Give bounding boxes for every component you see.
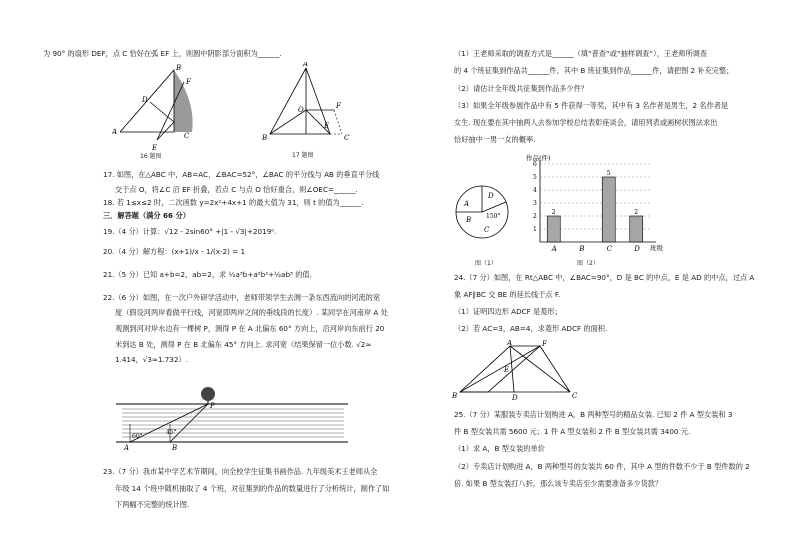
- bar-value-label: 2: [551, 209, 556, 216]
- label-p: P: [210, 402, 215, 410]
- bar-category-label: A: [551, 245, 557, 253]
- q17-line-2: 交于点 O，将∠C 沿 EF 折叠，若点 C 与点 O 恰好重合，则∠OEC=______.: [115, 185, 358, 194]
- side-ac: [510, 346, 570, 392]
- bar-A: [547, 216, 560, 242]
- label-d-24: D: [512, 394, 518, 400]
- q18-line: 18. 若 1≤x≤2 时，二次函数 y=2x²+4x+1 的最大值为 31，则 t 的值为______.: [103, 198, 364, 207]
- q19-line: 19.（4 分）计算：√12 - 2sin60° +|1 - √3|+2019⁰.: [103, 227, 277, 236]
- label-a-17: A: [303, 62, 309, 68]
- label-b-river: B: [172, 444, 178, 452]
- q21-line: 21.（5 分）已知 a+b=2，ab=2，求 ½a³b+a²b²+½ab³ 的值.: [103, 270, 312, 279]
- angle-45: 45°: [166, 429, 177, 436]
- q25-line-2: 件 B 型女装共需 5600 元；1 件 A 型女装和 2 件 B 型女装共需 3400 元.: [454, 427, 691, 436]
- q25-part2-line1: （2）专卖店计划购进 A，B 两种型号的女装共 60 件，其中 A 型的件数不少于 B 型件数的 2: [454, 462, 750, 471]
- bar-caption: 图（2）: [577, 260, 599, 267]
- pie-label-a: A: [464, 200, 470, 208]
- figure-17: [262, 62, 362, 152]
- angle-60: 60°: [132, 433, 143, 440]
- q23-part2: （2）请估计全年级共征集到作品多少件？: [454, 84, 588, 93]
- label-e-17: E: [324, 122, 330, 130]
- label-a-24: A: [507, 340, 513, 347]
- river-figure: [112, 382, 352, 452]
- section-heading: 三．解答题（满分 66 分）: [103, 211, 190, 220]
- q23-line-3: 下两幅不完整的统计图.: [115, 500, 190, 509]
- label-b-24: B: [452, 392, 458, 400]
- label-c-24: C: [572, 392, 578, 400]
- q23-part1-line2: 的 4 个班征集到作品共______件，其中 B 班征集到作品______件，请把图 2 补充完整；: [454, 66, 734, 75]
- q25-part1: （1）求 A，B 型女装的单价: [454, 444, 545, 453]
- q23-part3-line3: 恰好抽中一男一女的概率.: [454, 135, 536, 144]
- label-c-17: C: [344, 134, 350, 142]
- bar-y-tick-label: 3: [533, 200, 537, 207]
- bar-y-tick-label: 6: [533, 161, 537, 168]
- label-f-17: F: [336, 102, 341, 110]
- sightline-bp: [170, 404, 208, 442]
- label-o-17: O: [298, 106, 304, 114]
- bar-category-label: B: [579, 245, 585, 253]
- label-e: E: [152, 144, 158, 152]
- bar-y-tick-label: 1: [533, 226, 537, 233]
- pie-caption: 图（1）: [475, 260, 497, 267]
- q24-part1: （1）证明四边形 ADCF 是菱形；: [454, 307, 562, 316]
- label-d: D: [142, 96, 148, 104]
- q17-line-1: 17. 如图，在△ABC 中，AB=AC，∠BAC=52°，∠BAC 的平分线与 AB 的垂直平分线: [103, 170, 380, 179]
- q22-line-3: 观测到河对岸水边有一棵树 P，测得 P 在 A 北偏东 60° 方向上，沿河岸向东前行 20: [115, 324, 385, 333]
- label-f: F: [186, 78, 191, 86]
- segment-bf: [460, 346, 540, 392]
- q22-line-1: 22.（6 分）如图，在一次户外研学活动中，老师带领学生去测一条东西流向的河流的宽: [103, 293, 381, 302]
- q22-line-4: 米到达 B 处，测得 P 在 B 北偏东 45° 方向上. 求河宽（结果保留一位小数. √2≈: [115, 340, 372, 349]
- q23-part3-line1: （3）如果全年级参展作品中有 5 件获得一等奖，其中有 3 名作者是男生，2 名作者是: [454, 101, 729, 110]
- figure-17-caption: 17 题图: [292, 152, 314, 159]
- q22-line-5: 1.414，√3≈1.732）.: [115, 355, 188, 364]
- pie-divider-3: [482, 202, 506, 212]
- bar-y-tick-label: 5: [533, 174, 537, 181]
- q24-line-1: 24.（7 分）如图，在 Rt△ABC 中，∠BAC=90°，D 是 BC 的中点，E 是 AD 的中点，过点 A: [454, 273, 755, 282]
- dashed-fold: [334, 110, 342, 134]
- bar-C: [602, 177, 615, 242]
- triangle-abc-17: [270, 68, 330, 134]
- label-b: B: [176, 64, 182, 72]
- pie-label-c: C: [484, 226, 490, 234]
- q25-part2-line2: 倍. 如果 B 型女装打八折，那么该专卖店至少需要准备多少货款？: [454, 479, 663, 488]
- figure-16-caption: 16 题图: [140, 153, 162, 160]
- bar-category-label: C: [606, 245, 613, 253]
- bar-D: [630, 216, 643, 242]
- label-e-24: E: [504, 366, 510, 374]
- bar-category-label: D: [634, 245, 640, 253]
- bar-value-label: 2: [634, 209, 639, 216]
- pie-chart: [452, 182, 512, 242]
- q23-part3-line2: 女生. 现在要在其中抽两人去参加学校总结表彰座谈会，请用列表或画树状图法求出: [454, 118, 718, 127]
- bar-chart: [522, 152, 672, 256]
- q22-line-2: 度（假设河两岸看做平行线，河宽即两岸之间的垂线段的长度）. 某同学在河南岸 A 处: [115, 308, 388, 317]
- rhombus-figure: [452, 340, 582, 400]
- bar-x-axis-label: 班级: [650, 244, 663, 252]
- label-c: C: [184, 132, 190, 140]
- q15-line: 为 90° 的扇形 DEF，点 C 恰好在弧 EF 上，则圆中阴影部分面积为______.: [43, 49, 282, 58]
- figure-16: [112, 62, 202, 158]
- pie-label-b: B: [466, 216, 472, 224]
- q23-part1-line1: （1）王老师采取的调查方式是______（填“普查”或“抽样调查”），王老师所调查: [454, 49, 708, 58]
- q20-line: 20.（4 分）解方程：(x+1)/x - 1/(x-2) = 1: [103, 247, 246, 256]
- q23-line-2: 年级 14 个班中随机抽取了 4 个班，对征集到的作品的数量进行了分析统计，制作了如: [115, 484, 390, 493]
- q25-line-1: 25.（7 分）某服装专卖店计划购进 A，B 两种型号的精品女装. 已知 2 件 A 型女装和 3: [454, 410, 733, 419]
- label-a: A: [112, 128, 118, 136]
- label-a-river: A: [124, 444, 130, 452]
- bar-y-tick-label: 2: [533, 213, 537, 220]
- bar-y-axis-label: 作品(件): [526, 154, 551, 162]
- label-f-24: F: [542, 340, 547, 348]
- side-fc: [540, 346, 570, 392]
- pie-label-d: D: [488, 192, 494, 200]
- q24-part2: （2）若 AC=3，AB=4，求菱形 ADCF 的面积.: [454, 324, 608, 333]
- right-column: [397, 0, 794, 560]
- q23-line-1: 23.（7 分）我市某中学艺术节期间，向全校学生征集书画作品. 九年级美术王老师从全: [103, 467, 378, 476]
- segment-ec: [157, 122, 174, 140]
- water-hatching: [122, 409, 344, 437]
- q24-line-2: 象 AF∥BC 交 BE 的延长线于点 F.: [454, 290, 561, 299]
- pie-angle-label: 150°: [486, 213, 501, 220]
- bar-value-label: 5: [606, 170, 611, 177]
- label-b-17: B: [262, 134, 268, 142]
- bar-y-tick-label: 4: [533, 187, 537, 194]
